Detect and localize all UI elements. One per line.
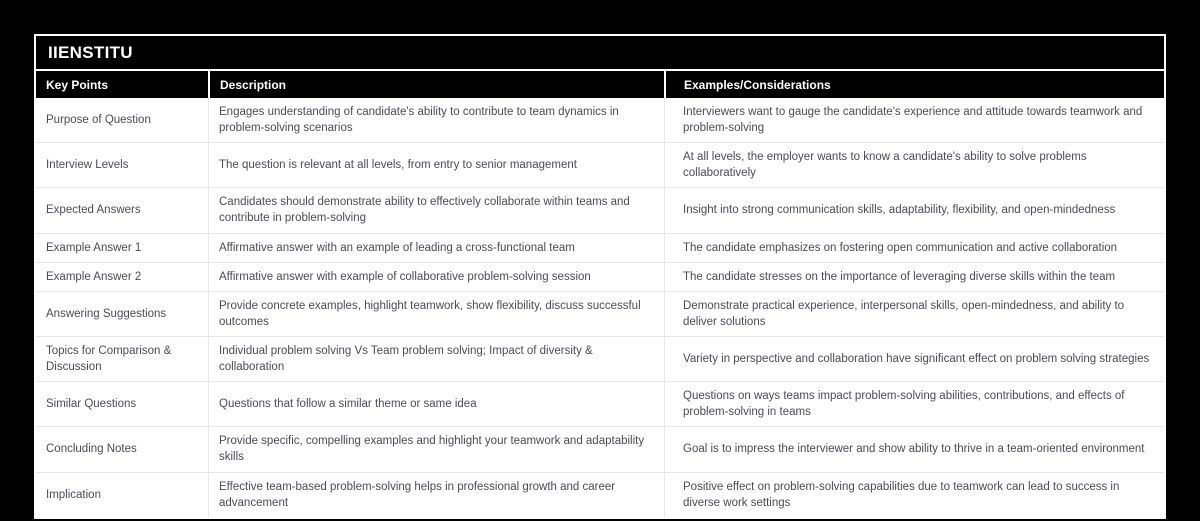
interview-question-table — [36, 71, 1164, 517]
table-row — [36, 143, 1164, 188]
table-row — [36, 292, 1164, 337]
column-header-key-points: Key Points — [36, 71, 208, 98]
description-cell: The question is relevant at all levels, from entry to senior management — [208, 143, 664, 188]
key-point-cell: Purpose of Question — [36, 98, 208, 143]
examples-cell: Interviewers want to gauge the candidate's experience and attitude towards teamwork and problem-solving — [664, 98, 1164, 143]
examples-cell: The candidate emphasizes on fostering open communication and active collaboration — [664, 234, 1164, 263]
brand-title: IIENSTITU — [48, 43, 133, 62]
examples-cell: Questions on ways teams impact problem-solving abilities, contributions, and effects of problem-solving in teams — [664, 382, 1164, 427]
key-point-cell: Interview Levels — [36, 143, 208, 188]
table-row — [36, 263, 1164, 292]
table-body — [36, 98, 1164, 517]
description-cell: Effective team-based problem-solving helps in professional growth and career advancement — [208, 473, 664, 517]
table-row — [36, 473, 1164, 517]
examples-cell: Goal is to impress the interviewer and show ability to thrive in a team-oriented environment — [664, 427, 1164, 472]
key-point-cell: Expected Answers — [36, 188, 208, 233]
key-point-cell: Example Answer 2 — [36, 263, 208, 292]
table-header-row — [36, 71, 1164, 98]
key-point-cell: Implication — [46, 488, 101, 501]
description-cell: Questions that follow a similar theme or same idea — [208, 382, 664, 427]
description-cell: Engages understanding of candidate's ability to contribute to team dynamics in problem-solving scenarios — [208, 98, 664, 143]
description-cell: Affirmative answer with an example of leading a cross-functional team — [208, 234, 664, 263]
key-point-cell: Answering Suggestions — [36, 292, 208, 337]
examples-cell: Positive effect on problem-solving capabilities due to teamwork can lead to success in diverse work settings — [664, 473, 1164, 517]
brand-title-bar — [36, 36, 1164, 69]
table-row — [36, 337, 1164, 382]
interview-table-card — [34, 34, 1166, 519]
examples-cell: The candidate stresses on the importance of leveraging diverse skills within the team — [664, 263, 1164, 292]
key-point-cell: Concluding Notes — [36, 427, 208, 472]
description-cell: Candidates should demonstrate ability to effectively collaborate within teams and contribute in problem-solving — [208, 188, 664, 233]
description-cell: Individual problem solving Vs Team problem solving; Impact of diversity & collaboration — [208, 337, 664, 382]
description-cell: Provide specific, compelling examples and highlight your teamwork and adaptability skills — [208, 427, 664, 472]
key-point-cell: Topics for Comparison & Discussion — [36, 337, 208, 382]
examples-cell: At all levels, the employer wants to know a candidate's ability to solve problems collaboratively — [664, 143, 1164, 188]
examples-cell: Variety in perspective and collaboration have significant effect on problem solving strategies — [664, 337, 1164, 382]
column-header-examples-considerations: Examples/Considerations — [664, 71, 1164, 98]
key-point-cell: Example Answer 1 — [36, 234, 208, 263]
key-point-cell: Similar Questions — [36, 382, 208, 427]
column-header-description: Description — [208, 71, 664, 98]
examples-cell: Demonstrate practical experience, interpersonal skills, open-mindedness, and ability to deliver solutions — [664, 292, 1164, 337]
table-row — [36, 382, 1164, 427]
table-row — [36, 188, 1164, 233]
examples-cell: Insight into strong communication skills, adaptability, flexibility, and open-mindedness — [664, 188, 1164, 233]
table-row — [36, 234, 1164, 263]
table-row — [36, 427, 1164, 472]
table-row — [36, 98, 1164, 143]
description-cell: Provide concrete examples, highlight teamwork, show flexibility, discuss successful outcomes — [208, 292, 664, 337]
description-cell: Affirmative answer with example of collaborative problem-solving session — [208, 263, 664, 292]
